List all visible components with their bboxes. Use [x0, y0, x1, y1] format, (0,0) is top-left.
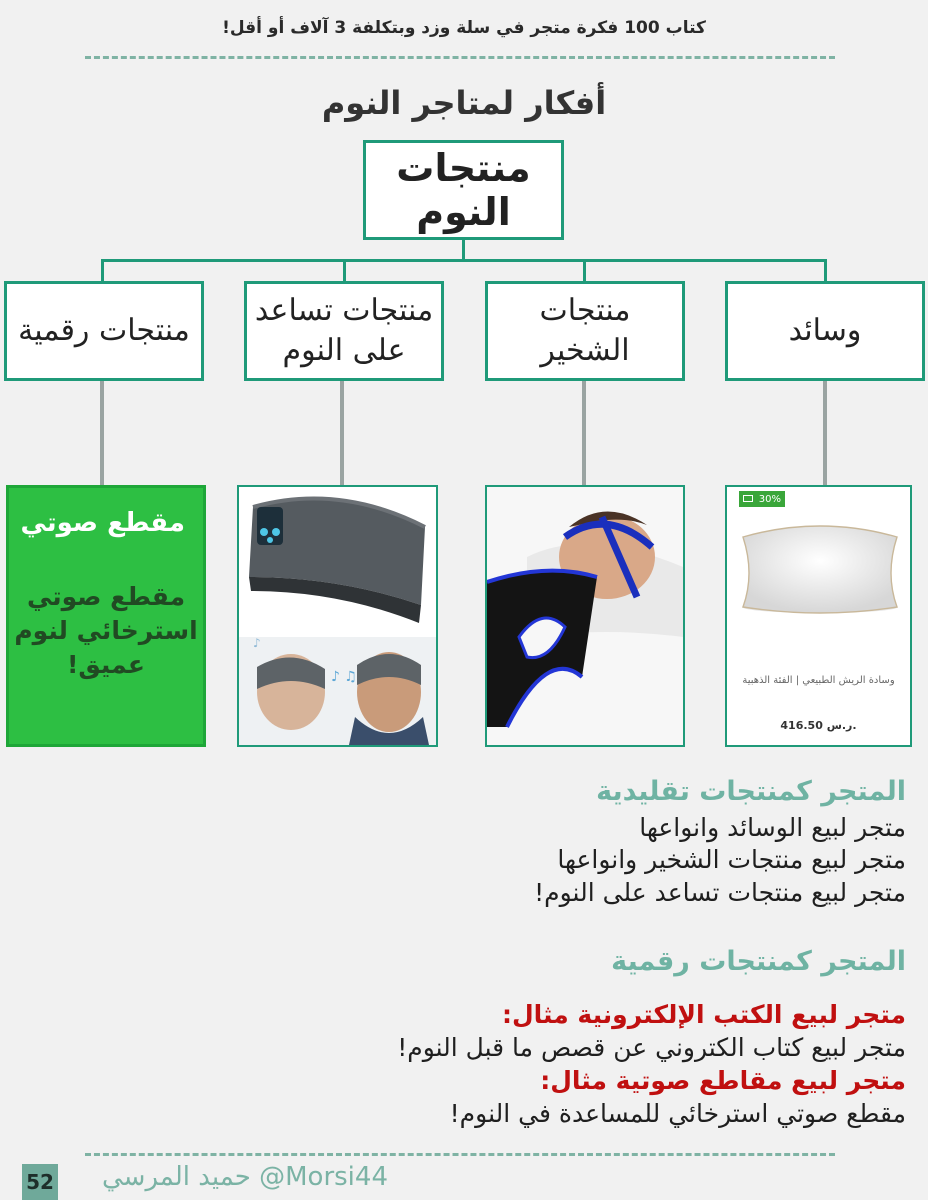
- snoring-product-image: [485, 485, 685, 747]
- tree-connector: [583, 259, 586, 283]
- tree-connector: [101, 259, 104, 283]
- battery-icon: [743, 495, 753, 502]
- tree-connector: [462, 240, 465, 261]
- category-snoring: منتجات الشخير: [485, 281, 685, 381]
- traditional-line: متجر لبيع منتجات الشخير وانواعها: [557, 845, 906, 874]
- footer-divider: [85, 1153, 835, 1156]
- connector: [340, 381, 344, 485]
- tree-connector: [343, 259, 346, 283]
- connector: [823, 381, 827, 485]
- pillow-product-card: [725, 485, 912, 747]
- audio-card-title: مقطع صوتي: [20, 508, 185, 538]
- footer-author: حميد المرسي @Morsi44: [102, 1162, 388, 1192]
- discount-value: 30%: [758, 493, 781, 505]
- pillow-name: وسادة الريش الطبيعي | الفئة الذهبية: [742, 675, 895, 686]
- book-title: كتاب 100 فكرة متجر في سلة وزد وبتكلفة 3 آلاف أو أقل!: [222, 18, 706, 38]
- pillow-price: 416.50 ر.س.: [780, 719, 857, 732]
- tree-connector: [824, 259, 827, 283]
- section-title: أفكار لمتاجر النوم: [321, 84, 607, 122]
- category-pillows: وسائد: [725, 281, 925, 381]
- divider: [85, 56, 835, 59]
- traditional-heading: المتجر كمنتجات تقليدية: [596, 776, 906, 807]
- headband-product-image: [237, 485, 438, 747]
- connector: [582, 381, 586, 485]
- ebook-example: متجر لبيع كتاب الكتروني عن قصص ما قبل النوم!: [397, 1033, 906, 1062]
- svg-text:♪: ♪: [253, 636, 261, 650]
- digital-heading: المتجر كمنتجات رقمية: [611, 946, 906, 977]
- page-number: 52: [22, 1164, 58, 1200]
- ebook-label: متجر لبيع الكتب الإلكترونية مثال:: [501, 1000, 906, 1029]
- discount-badge: [739, 491, 785, 507]
- sleep-headband-image: [239, 487, 436, 745]
- audio-label: متجر لبيع مقاطع صوتية مثال:: [540, 1066, 906, 1095]
- tree-connector: [101, 259, 827, 262]
- chin-strap-image: [487, 487, 683, 745]
- audio-example: مقطع صوتي استرخائي للمساعدة في النوم!: [449, 1099, 906, 1128]
- traditional-line: متجر لبيع منتجات تساعد على النوم!: [534, 878, 906, 907]
- traditional-line: متجر لبيع الوسائد وانواعها: [639, 813, 906, 842]
- connector: [100, 381, 104, 485]
- svg-text:♪ ♫: ♪ ♫: [331, 669, 357, 685]
- audio-clip-card: [6, 485, 206, 747]
- category-sleep-aids: منتجات تساعد على النوم: [244, 281, 444, 381]
- pillow-image: [735, 519, 905, 619]
- category-digital: منتجات رقمية: [4, 281, 204, 381]
- audio-card-text: مقطع صوتي استرخائي لنوم عميق!: [14, 582, 198, 679]
- root-node: منتجات النوم: [363, 140, 564, 240]
